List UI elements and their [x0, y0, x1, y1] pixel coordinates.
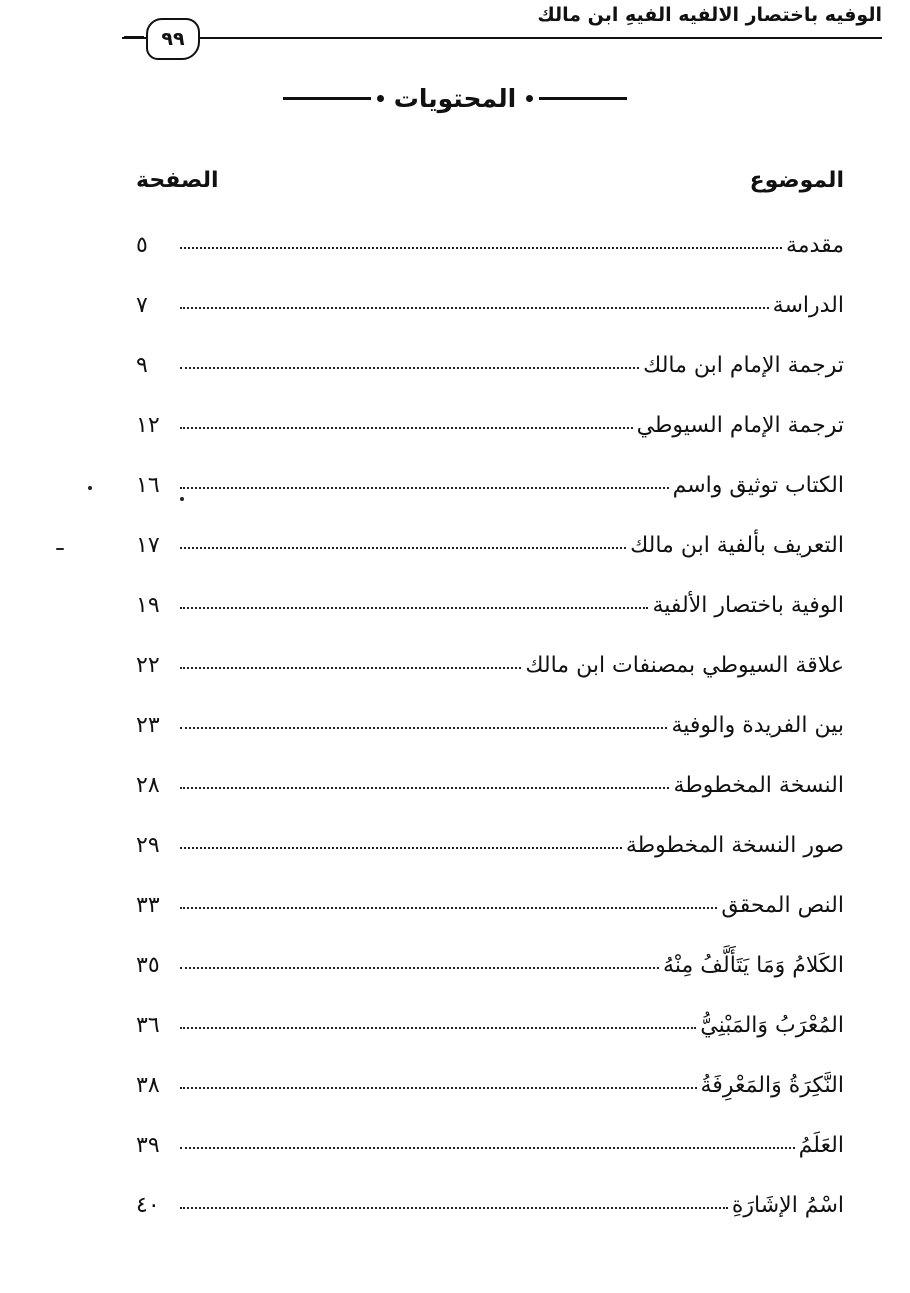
- ornament-dot: [377, 95, 384, 102]
- toc-entry: [136, 878, 844, 918]
- toc-entry: [136, 218, 844, 258]
- dot-leader: [180, 1207, 728, 1209]
- toc-entry-title: اسْمُ الإشَارَةِ: [731, 1193, 844, 1218]
- toc-entry-page: ٢٣: [136, 713, 160, 738]
- dot-leader: [180, 847, 622, 849]
- toc-entry-title: الكَلامُ وَمَا يَتَأَلَّفُ مِنْهُ: [663, 953, 844, 978]
- toc-entry-page: ٣٦: [136, 1013, 160, 1038]
- header-rule: [122, 37, 882, 39]
- toc-entry-title: صور النسخة المخطوطة: [625, 833, 844, 858]
- toc-entry: [136, 1178, 844, 1218]
- scan-speck: [180, 497, 184, 501]
- toc-entry: [136, 578, 844, 618]
- dot-leader: [180, 247, 782, 249]
- scan-speck: [88, 486, 92, 490]
- title-block: [0, 84, 910, 113]
- toc-entry-page: ٣٨: [136, 1073, 160, 1098]
- toc-entry-title: بين الفريدة والوفية: [671, 713, 844, 738]
- page-title: المحتويات: [393, 84, 517, 113]
- dot-leader: [180, 547, 626, 549]
- page-number: ٩٩: [146, 18, 200, 60]
- column-header-topic: الموضوع: [749, 168, 844, 193]
- toc-entry-page: ٩: [136, 353, 148, 378]
- dot-leader: [180, 967, 659, 969]
- ornament-line-right: [539, 97, 627, 100]
- toc-entry-title: النص المحقق: [721, 893, 844, 918]
- toc-entry-title: ترجمة الإمام السيوطي: [636, 413, 844, 438]
- toc-entry-page: ٥: [136, 233, 148, 258]
- dot-leader: [180, 1027, 696, 1029]
- dot-leader: [180, 727, 667, 729]
- column-header-page: الصفحة: [136, 168, 219, 193]
- toc-entry-title: علاقة السيوطي بمصنفات ابن مالك: [525, 653, 844, 678]
- dot-leader: [180, 787, 669, 789]
- toc-entry-page: ٣٣: [136, 893, 160, 918]
- toc-entry-page: ٢٨: [136, 773, 160, 798]
- toc-entry-page: ٢٩: [136, 833, 160, 858]
- toc-entry-title: النَّكِرَةُ وَالمَعْرِفَةُ: [700, 1073, 844, 1098]
- ornament-line-left: [283, 97, 371, 100]
- toc-entry-page: ١٩: [136, 593, 160, 618]
- toc-entry-page: ١٢: [136, 413, 160, 438]
- toc-entry-title: الوفية باختصار الألفية: [652, 593, 844, 618]
- dot-leader: [180, 667, 521, 669]
- toc-entry: [136, 458, 844, 498]
- toc-entry: [136, 698, 844, 738]
- toc-entry: [136, 818, 844, 858]
- toc-entry: [136, 938, 844, 978]
- toc-entry-page: ٢٢: [136, 653, 160, 678]
- toc-entry-page: ١٦: [136, 473, 160, 498]
- toc-entry: [136, 338, 844, 378]
- toc-entry-title: التعريف بألفية ابن مالك: [630, 533, 844, 558]
- dot-leader: [180, 1087, 697, 1089]
- toc-entry-title: الدراسة: [772, 293, 844, 318]
- toc-entry-page: ٣٩: [136, 1133, 160, 1158]
- toc-entry: [136, 278, 844, 318]
- dot-leader: [180, 907, 717, 909]
- dot-leader: [180, 367, 639, 369]
- dot-leader: [180, 427, 633, 429]
- toc-entry-title: العَلَمُ: [798, 1133, 844, 1158]
- toc-entry: [136, 758, 844, 798]
- toc-entry-page: ١٧: [136, 533, 160, 558]
- toc-entry: [136, 1118, 844, 1158]
- toc-entry: [136, 398, 844, 438]
- toc-entry-title: ترجمة الإمام ابن مالك: [643, 353, 844, 378]
- header-rule-left: [124, 36, 144, 38]
- toc-entry-title: المُعْرَبُ وَالمَبْنِيُّ: [700, 1013, 844, 1038]
- toc-entry-page: ٣٥: [136, 953, 160, 978]
- toc-entry-title: النسخة المخطوطة: [673, 773, 844, 798]
- toc-entry: [136, 1058, 844, 1098]
- toc-entry: [136, 998, 844, 1038]
- scan-speck: [56, 548, 64, 550]
- running-header: الوفيه باختصار الالفيه الفيهِ ابن مالك: [537, 4, 882, 26]
- toc-entry-page: ٤٠: [136, 1193, 160, 1218]
- dot-leader: [180, 487, 669, 489]
- dot-leader: [180, 607, 648, 609]
- dot-leader: [180, 307, 769, 309]
- ornament-dot: [526, 95, 533, 102]
- toc-entry-title: مقدمة: [785, 233, 844, 258]
- toc-entry: [136, 518, 844, 558]
- toc-entry-title: الكتاب توثيق واسم: [672, 473, 844, 498]
- toc-entry: [136, 638, 844, 678]
- toc-entry-page: ٧: [136, 293, 148, 318]
- dot-leader: [180, 1147, 795, 1149]
